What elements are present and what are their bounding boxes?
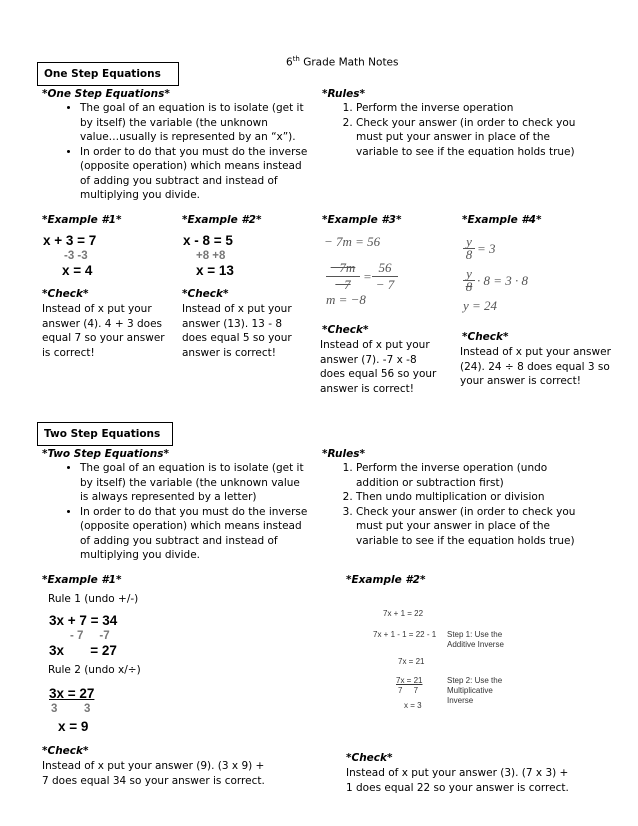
two-step-example-2-check-heading: *Check*: [346, 752, 393, 764]
example-2-step2-note: Step 2: Use the Multiplicative Inverse: [447, 676, 503, 705]
example-1-check: Instead of x put your answer (4). 4 + 3 does equal 7 so your answer is correct!: [42, 303, 165, 359]
two-step-eq1c: 3x = 27: [49, 643, 117, 658]
one-step-bullets: [42, 101, 310, 203]
example-1-line2: -3 -3: [64, 250, 88, 262]
rule-2-label: Rule 2 (undo x/÷): [48, 664, 141, 676]
rules-list-2: [322, 461, 584, 548]
title-grade: 6: [286, 56, 293, 69]
rule-1-label: Rule 1 (undo +/-): [48, 593, 139, 605]
example-4-line3: y = 24: [463, 298, 498, 313]
rule-item: 2. Then undo multiplication or division: [356, 490, 584, 505]
example-2-step-s4: [396, 676, 422, 696]
two-step-eq2c: x = 9: [58, 719, 89, 734]
example-3-num-left: −7m: [326, 260, 360, 277]
rules-heading: *Rules*: [322, 88, 365, 100]
example-2-step-s5: x = 3: [404, 701, 422, 710]
example-4-l2-mid: · 8 = 3 · 8: [477, 272, 529, 288]
example-4-line2: [463, 268, 528, 293]
rules-list: [322, 101, 584, 159]
two-step-example-1-heading: *Example #1*: [42, 574, 122, 586]
two-step-example-2-check: Instead of x put your answer (3). (7 x 3) + 1 does equal 22 so your answer is correct.: [346, 767, 569, 794]
example-4-l1-num: y: [463, 236, 475, 249]
rules-heading-2: *Rules*: [322, 448, 365, 460]
example-2-step-s2: 7x + 1 - 1 = 22 - 1: [373, 630, 437, 639]
example-4-check-heading: *Check*: [462, 331, 509, 343]
example-3-fraction-right: [372, 260, 398, 293]
example-3-check: Instead of x put your answer (7). -7 x -8 does equal 56 so your answer is correct!: [320, 339, 437, 395]
example-3-den-left: −7: [335, 277, 351, 292]
title-suffix: th: [292, 55, 300, 63]
two-step-eq1b: - 7 -7: [70, 630, 110, 642]
example-3-line1: − 7m = 56: [324, 234, 381, 249]
example-4-line1: [463, 236, 496, 261]
example-4-l1-rhs: = 3: [477, 240, 496, 256]
rule-item: 3. Check your answer (in order to check you must put your answer in place of the variable to see if the equation holds true): [356, 505, 584, 549]
example-3-equals: =: [363, 269, 372, 284]
bullet-item: • In order to do that you must do the inverse (opposite operation) which means instead of adding you subtract and instead of multiplying you divide.: [80, 145, 310, 203]
two-step-bullets: [42, 461, 310, 563]
example-3-den-right: − 7: [375, 277, 395, 292]
rule-item: 1. Perform the inverse operation (undo addition or subtraction first): [356, 461, 584, 490]
example-4-heading: *Example #4*: [462, 214, 542, 226]
example-3-heading: *Example #3*: [322, 214, 402, 226]
two-step-example-2-heading: *Example #2*: [346, 574, 426, 586]
bullet-item: • The goal of an equation is to isolate (get it by itself) the variable (the unknown value is always represented by a letter): [80, 461, 310, 505]
bullet-item: • In order to do that you must do the inverse (opposite operation) which means instead of adding you subtract and instead of multiplying you divide.: [80, 505, 310, 563]
example-4-l2-num: y: [463, 268, 475, 281]
example-3-check-heading: *Check*: [322, 324, 369, 336]
example-3-fraction-left: [326, 260, 360, 293]
example-1-line1: x + 3 = 7: [43, 233, 97, 248]
example-2-step-s1: 7x + 1 = 22: [383, 609, 424, 618]
example-3-num-right: 56: [372, 260, 398, 277]
example-2-check-heading: *Check*: [182, 288, 229, 300]
section-box-one-step: One Step Equations: [37, 62, 179, 86]
example-1-check-heading: *Check*: [42, 288, 89, 300]
example-2-check: Instead of x put your answer (13). 13 - 8 does equal 5 so your answer is correct!: [182, 303, 292, 359]
example-2-line3: x = 13: [196, 263, 234, 278]
example-2-s4-num: 7x = 21: [396, 676, 423, 685]
example-1-heading: *Example #1*: [42, 214, 122, 226]
example-4-check: Instead of x put your answer (24). 24 ÷ 8 does equal 3 so your answer is correct!: [460, 346, 611, 387]
two-step-example-1-check-heading: *Check*: [42, 745, 89, 757]
title-text: Grade Math Notes: [299, 56, 399, 69]
example-4-l1-den: 8: [465, 247, 473, 262]
page-title: [286, 55, 399, 69]
example-4-l2-den: 8: [465, 279, 473, 294]
example-2-line2: +8 +8: [196, 250, 226, 262]
one-step-heading: *One Step Equations*: [42, 88, 170, 100]
example-2-heading: *Example #2*: [182, 214, 262, 226]
example-2-line1: x - 8 = 5: [183, 233, 233, 248]
bullet-item: • The goal of an equation is to isolate (get it by itself) the variable (the unknown value…usually is represented by an “x”).: [80, 101, 310, 145]
two-step-eq2-den-left: 3: [51, 703, 58, 715]
example-2-s4-den: 7 7: [398, 686, 419, 695]
two-step-eq1: 3x + 7 = 34: [49, 613, 118, 628]
rule-item: 1. Perform the inverse operation: [356, 101, 584, 116]
example-2-step-s3: 7x = 21: [398, 657, 425, 666]
example-2-step1-note: Step 1: Use the Additive Inverse: [447, 630, 504, 649]
two-step-heading: *Two Step Equations*: [42, 448, 169, 460]
section-box-two-step: Two Step Equations: [37, 422, 173, 446]
two-step-eq2-num: 3x = 27: [49, 686, 95, 701]
two-step-example-1-check: Instead of x put your answer (9). (3 x 9) + 7 does equal 34 so your answer is correct.: [42, 760, 265, 787]
example-1-line3: x = 4: [62, 263, 93, 278]
two-step-eq2: [49, 687, 94, 701]
two-step-eq2-den-right: 3: [84, 703, 91, 715]
rule-item: 2. Check your answer (in order to check you must put your answer in place of the variable to see if the equation holds true): [356, 116, 584, 160]
example-3-line3: m = −8: [326, 292, 366, 307]
